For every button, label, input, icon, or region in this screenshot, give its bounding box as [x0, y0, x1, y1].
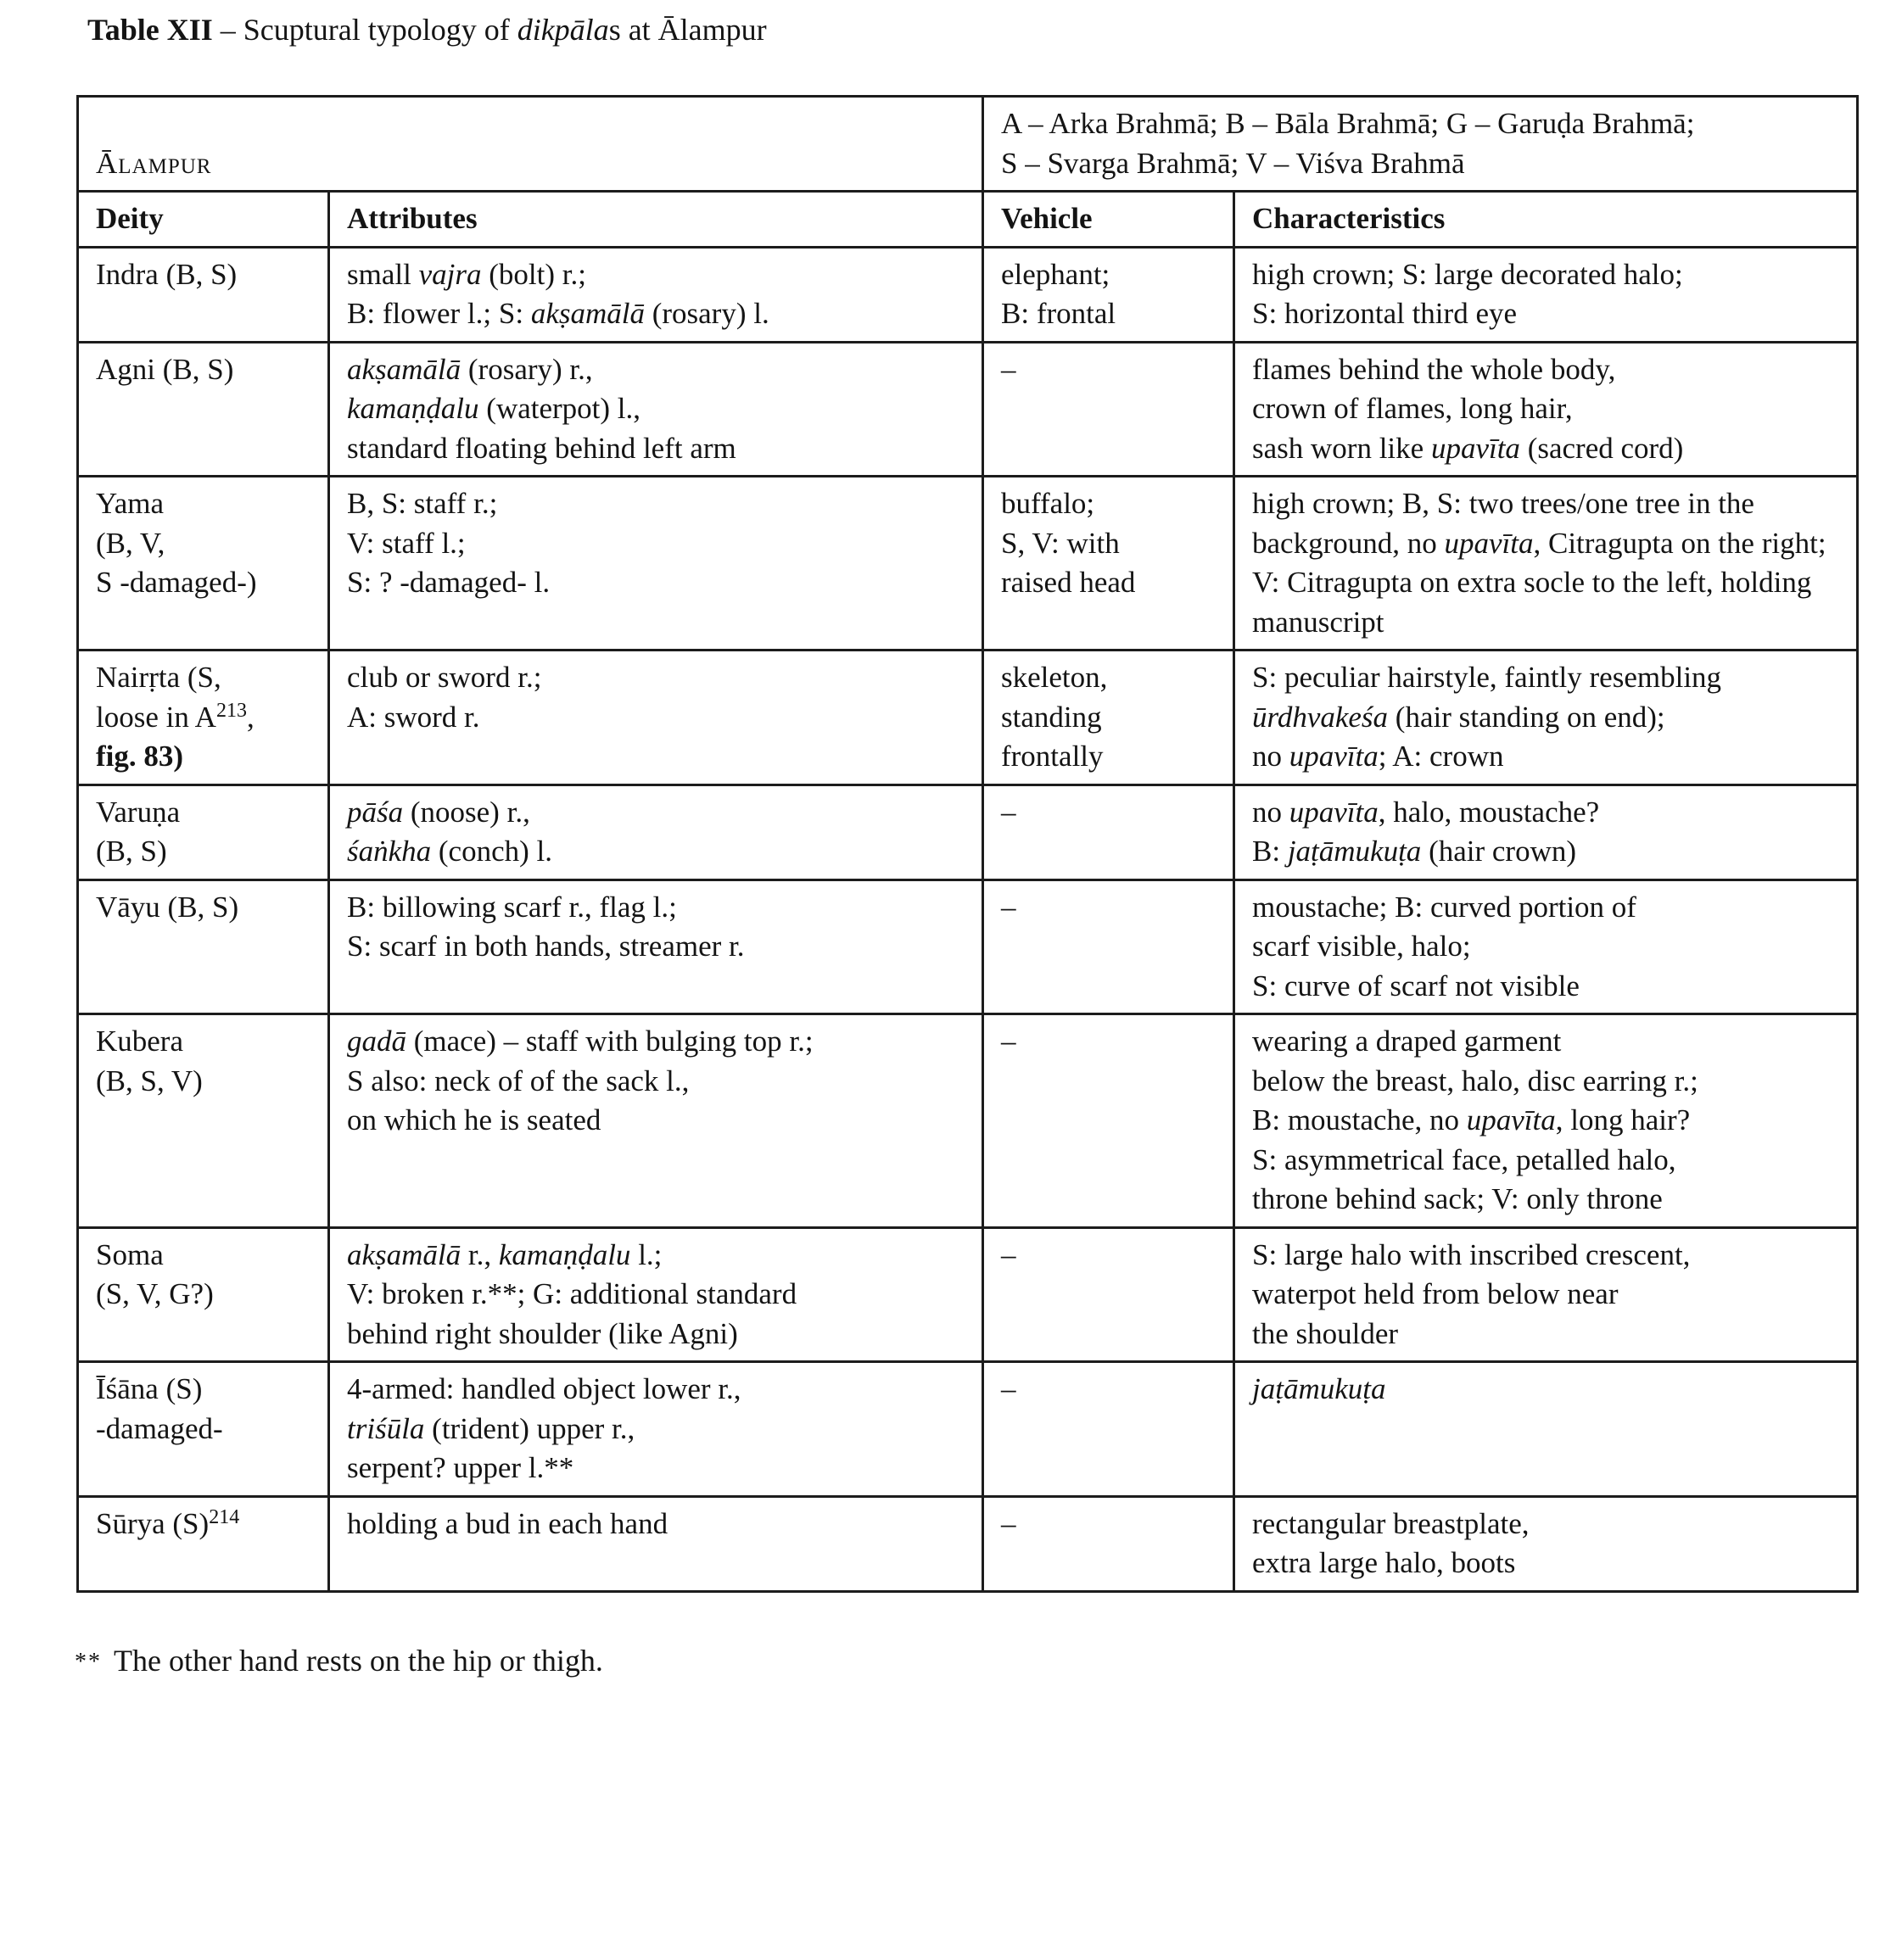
text-segment: (trident) upper r., serpent? upper l.**: [347, 1411, 635, 1484]
vehicle-cell: –: [983, 342, 1234, 477]
vehicle-cell: –: [983, 785, 1234, 879]
deity-cell: Soma (S, V, G?): [78, 1227, 329, 1362]
caption-rest: s at Ālampur: [608, 13, 767, 47]
italic-term: vajra: [418, 257, 482, 291]
italic-term: upavīta: [1466, 1103, 1556, 1136]
note-reference: 213: [215, 699, 247, 722]
footnote-text: The other hand rests on the hip or thigh.: [114, 1644, 603, 1678]
characteristics-cell: [1234, 342, 1858, 477]
column-header-row: [78, 192, 1858, 248]
text-segment: 4-armed: handled object lower r.,: [347, 1372, 741, 1405]
vehicle-cell: elephant; B: frontal: [983, 247, 1234, 342]
text-segment: (rosary) l.: [644, 297, 769, 330]
table-row: [78, 342, 1858, 477]
italic-term: akṣamālā: [530, 297, 645, 330]
site-name: Ālampur: [96, 146, 212, 180]
text-segment: flames behind the whole body, crown of flames, long hair, sash worn like: [1252, 352, 1616, 465]
deity-cell: Vāyu (B, S): [78, 879, 329, 1014]
vehicle-cell: –: [983, 1227, 1234, 1362]
table-row: [78, 651, 1858, 785]
text-segment: high crown; B, S: two trees/one tree in the background, no: [1252, 487, 1754, 560]
deity-cell: Kubera (B, S, V): [78, 1014, 329, 1228]
deity-cell: [78, 1496, 329, 1591]
attributes-cell: [329, 1496, 983, 1591]
text-segment: ; A: crown: [1378, 740, 1504, 773]
vehicle-cell: –: [983, 1362, 1234, 1497]
deity-cell: [78, 651, 329, 785]
deity-cell: Agni (B, S): [78, 342, 329, 477]
text-segment: (mace) – staff with bulging top r.; S also: neck of of the sack l., on which he is seated: [347, 1025, 814, 1136]
italic-term: jaṭāmukuṭa: [1252, 1372, 1386, 1405]
text-segment: high crown; S: large decorated halo; S: horizontal third eye: [1252, 257, 1683, 330]
text-segment: (sacred cord): [1519, 431, 1684, 465]
italic-term: ūrdhvakeśa: [1252, 700, 1389, 734]
note-reference: 214: [209, 1505, 240, 1528]
characteristics-cell: [1234, 1496, 1858, 1591]
dikpala-table: [76, 95, 1859, 1593]
attributes-cell: [329, 879, 983, 1014]
column-header-deity: Deity: [78, 192, 329, 248]
attributes-cell: [329, 651, 983, 785]
vehicle-cell: –: [983, 1496, 1234, 1591]
italic-term: jaṭāmukuṭa: [1287, 835, 1422, 868]
italic-term: upavīta: [1444, 526, 1534, 560]
text-segment: wearing a draped garment below the breast, halo, disc earring r.; B: moustache, no: [1252, 1025, 1698, 1136]
figure-reference: fig. 83): [96, 740, 184, 773]
attributes-cell: [329, 247, 983, 342]
legend-cell: [983, 97, 1858, 192]
italic-term: gadā: [347, 1025, 406, 1058]
italic-term: upavīta: [1289, 795, 1379, 829]
deity-cell: Indra (B, S): [78, 247, 329, 342]
attributes-cell: [329, 1014, 983, 1228]
attributes-cell: [329, 342, 983, 477]
footnote-marker: **: [75, 1649, 102, 1675]
text-segment: rectangular breastplate, extra large halo, boots: [1252, 1506, 1530, 1579]
characteristics-cell: [1234, 1362, 1858, 1497]
legend-line-2: S – Svarga Brahmā; V – Viśva Brahmā: [1001, 146, 1465, 180]
text-segment: holding a bud in each hand: [347, 1506, 668, 1540]
text-segment: Nairṛta (S, loose in A: [96, 661, 221, 734]
text-segment: (hair crown): [1421, 835, 1577, 868]
text-segment: r.,: [461, 1237, 499, 1271]
characteristics-cell: [1234, 879, 1858, 1014]
italic-term: akṣamālā: [347, 1237, 461, 1271]
table-row: [78, 247, 1858, 342]
text-segment: moustache; B: curved portion of scarf visible, halo; S: curve of scarf not visible: [1252, 890, 1636, 1002]
text-segment: no: [1252, 795, 1289, 829]
italic-term: upavīta: [1289, 740, 1379, 773]
vehicle-cell: –: [983, 879, 1234, 1014]
text-segment: (rosary) r.,: [467, 352, 593, 386]
italic-term: kamaṇḍalu: [498, 1237, 631, 1271]
text-segment: (hair standing on end); no: [1252, 700, 1665, 773]
table-row: [78, 879, 1858, 1014]
column-header-characteristics: Characteristics: [1234, 192, 1858, 248]
site-header-cell: [78, 97, 983, 192]
deity-cell: Īśāna (S) -damaged-: [78, 1362, 329, 1497]
deity-cell: Varuṇa (B, S): [78, 785, 329, 879]
characteristics-cell: [1234, 785, 1858, 879]
table-caption: [87, 7, 767, 53]
italic-term: upavīta: [1430, 431, 1520, 465]
characteristics-cell: [1234, 651, 1858, 785]
text-segment: (conch) l.: [431, 835, 553, 868]
table-row: [78, 1496, 1858, 1591]
deity-cell: Yama (B, V, S -damaged-): [78, 477, 329, 651]
attributes-cell: [329, 1227, 983, 1362]
table-row: [78, 477, 1858, 651]
characteristics-cell: [1234, 477, 1858, 651]
vehicle-cell: skeleton, standing frontally: [983, 651, 1234, 785]
caption-label: Table XII: [87, 13, 213, 47]
table-row: [78, 1362, 1858, 1497]
text-segment: ,: [246, 700, 255, 734]
italic-term: kamaṇḍalu: [347, 392, 479, 425]
text-segment: , halo, moustache? B:: [1252, 795, 1600, 868]
italic-term: śaṅkha: [347, 835, 432, 868]
caption-italic: dikpāla: [517, 13, 609, 47]
italic-term: pāśa: [347, 795, 404, 829]
column-header-vehicle: Vehicle: [983, 192, 1234, 248]
text-segment: S: peculiar hairstyle, faintly resembling: [1252, 661, 1722, 694]
attributes-cell: [329, 477, 983, 651]
text-segment: Sūrya (S): [96, 1506, 210, 1540]
text-segment: , long hair? S: asymmetrical face, petalled halo, throne behind sack; V: only throne: [1252, 1103, 1691, 1215]
characteristics-cell: [1234, 1227, 1858, 1362]
text-segment: club or sword r.; A: sword r.: [347, 661, 542, 734]
text-segment: (waterpot) l., standard floating behind left arm: [347, 392, 736, 465]
text-segment: l.; V: broken r.**; G: additional standard behind right shoulder (like Agni): [347, 1237, 797, 1350]
text-segment: B, S: staff r.; V: staff l.; S: ? -damaged- l.: [347, 487, 551, 599]
characteristics-cell: [1234, 247, 1858, 342]
italic-term: triśūla: [347, 1411, 425, 1445]
table-row: [78, 1014, 1858, 1228]
characteristics-cell: [1234, 1014, 1858, 1228]
italic-term: akṣamālā: [347, 352, 461, 386]
vehicle-cell: –: [983, 1014, 1234, 1228]
legend-line-1: A – Arka Brahmā; B – Bāla Brahmā; G – Garuḍa Brahmā;: [1001, 107, 1695, 140]
text-segment: , Citragupta on the right; V: Citragupta on extra socle to the left, holding manuscript: [1252, 526, 1826, 639]
vehicle-cell: buffalo; S, V: with raised head: [983, 477, 1234, 651]
column-header-attributes: Attributes: [329, 192, 983, 248]
text-segment: small: [347, 257, 419, 291]
table-row: [78, 785, 1858, 879]
footnote: [75, 1639, 603, 1684]
attributes-cell: [329, 785, 983, 879]
table-top-header-row: [78, 97, 1858, 192]
attributes-cell: [329, 1362, 983, 1497]
text-segment: S: large halo with inscribed crescent, waterpot held from below near the shoulder: [1252, 1237, 1691, 1350]
text-segment: (bolt) r.; B: flower l.; S:: [347, 257, 586, 330]
caption-dash: – Scuptural typology of: [212, 13, 517, 47]
text-segment: (noose) r.,: [410, 795, 530, 829]
text-segment: B: billowing scarf r., flag l.; S: scarf in both hands, streamer r.: [347, 890, 745, 963]
table-row: [78, 1227, 1858, 1362]
